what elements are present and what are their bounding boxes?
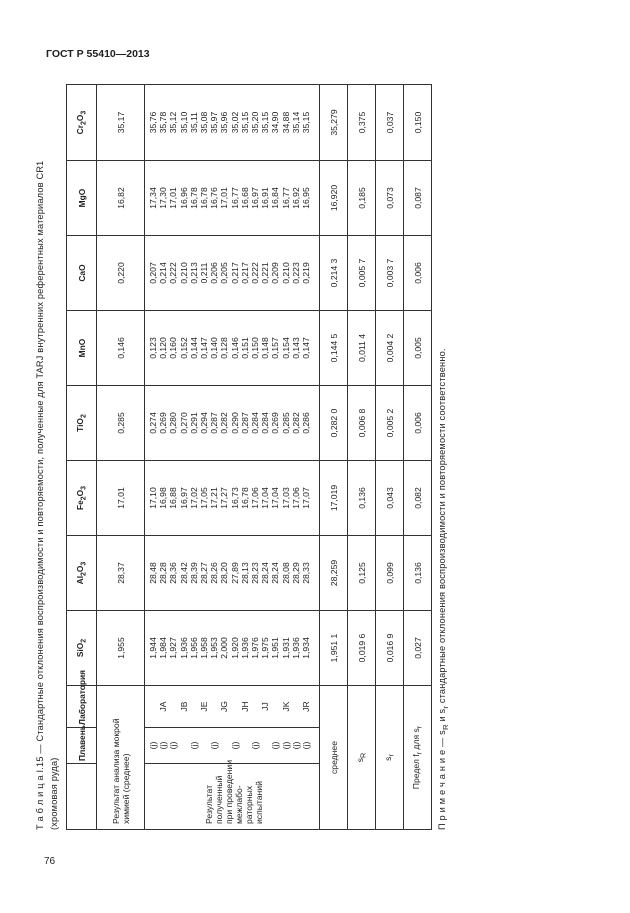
mgo-value: 16,78 [188,187,199,209]
sR-cr2o3: 0,375 [348,85,376,161]
sio2-value: 1,920 [229,637,240,659]
tio2-value: 0,282 [290,412,301,434]
header-lab: Лаборатория [67,686,97,728]
al2o3-value: 28,13 [239,562,250,584]
al2o3-value: 28,29 [290,562,301,584]
header-al2o3: $Al_2O_3$ [67,536,97,611]
wet-chem-al2o3: 28,37 [97,536,145,611]
sio2-value: 1,936 [178,637,189,659]
sio2-value: 1,956 [188,637,199,659]
lab-column: JA JB JE JG JH JJ JK JR [145,686,320,728]
wet-chem-cr2o3: 35,17 [97,85,145,161]
sr-row [376,85,404,830]
cr2o3-value: 35,08 [199,111,210,134]
header-sio2: SiO$_2$ [67,611,97,686]
cr2o3-value: 35,76 [148,111,158,134]
cr2o3-value: 35,14 [290,111,301,134]
mno-values [145,311,320,386]
al2o3-value: 28,36 [168,562,179,584]
tio2-value: 0,284 [250,412,261,434]
wet-chem-tio2: 0,285 [97,386,145,461]
mean-fe2o3: 17,019 [320,461,348,536]
cao-value: 0,207 [148,262,158,284]
sio2-value: 1,931 [280,637,291,659]
header-cr2o3: $Cr_2O_3$ [67,85,97,161]
cr2o3-value: 35,96 [219,111,230,134]
tio2-value: 0,274 [148,412,158,434]
fe2o3-value: 16,78 [239,487,250,509]
mgo-values [145,161,320,236]
sR-mno: 0,011 4 [348,311,376,386]
tio2-value: 0,284 [260,412,271,434]
sio2-value: 1,936 [290,637,301,659]
mno-value: 0,123 [148,337,158,359]
al2o3-value: 28,24 [260,562,271,584]
tio2-value: 0,286 [301,412,312,434]
sR-sio2: 0,019 6 [348,611,376,686]
al2o3-values [145,536,320,611]
cr2o3-value: 35,97 [209,111,220,134]
cao-value: 0,222 [168,262,179,284]
wet-chem-cao: 0,220 [97,236,145,311]
cao-values [145,236,320,311]
mgo-value: 16,76 [209,187,220,209]
interlab-results-row [145,85,320,830]
cao-value: 0,221 [260,262,271,284]
cao-value: 0,213 [188,262,199,284]
cao-value: 0,217 [239,262,250,284]
sio2-value: 1,953 [209,637,220,659]
cao-value: 0,223 [290,262,301,284]
mno-value: 0,147 [199,337,210,359]
mno-value: 0,120 [158,337,169,359]
limit-row [404,85,432,830]
mno-value: 0,152 [178,337,189,359]
fe2o3-value: 17,05 [199,487,210,509]
tio2-value: 0,269 [158,412,169,434]
mean-al2o3: 28,259 [320,536,348,611]
page-number: 76 [44,856,56,867]
sio2-value: 1,951 [270,637,281,659]
tio2-values [145,386,320,461]
fe2o3-value: 16,88 [168,487,179,509]
cr2o3-value: 35,02 [229,111,240,134]
al2o3-value: 28,42 [178,562,189,584]
mno-value: 0,144 [188,337,199,359]
wet-chem-sio2: 1,955 [97,611,145,686]
mgo-value: 16,77 [280,187,291,209]
cr2o3-value: 35,15 [260,111,271,134]
melt-column: (j) (j) (j) (j) (j) (j) (j) (j) (j) (j) (j) [145,728,320,764]
cr2o3-value: 35,11 [188,112,199,133]
mgo-value: 17,01 [219,187,230,209]
sio2-value: 1,984 [158,637,169,659]
limit-fe2o3: 0,082 [404,461,432,536]
al2o3-value: 28,26 [209,562,220,584]
fe2o3-values [145,461,320,536]
mno-value: 0,146 [229,337,240,359]
tio2-value: 0,287 [209,412,220,434]
document-header: ГОСТ Р 55410—2013 [46,48,150,60]
limit-mno: 0,005 [404,311,432,386]
sr-fe2o3: 0,043 [376,461,404,536]
sio2-value: 1,958 [199,637,210,659]
sr-cao: 0,003 7 [376,236,404,311]
al2o3-value: 28,33 [301,562,312,584]
mgo-value: 16,91 [260,187,271,209]
header-empty [67,764,97,830]
table-header-row [67,85,97,830]
fe2o3-value: 16,73 [229,487,240,509]
mean-cao: 0,214 3 [320,236,348,311]
sio2-value: 1,944 [148,637,158,659]
limit-mgo: 0,087 [404,161,432,236]
wet-chem-label: Результат анализа мокрой химией (среднее) [97,686,145,830]
mgo-value: 17,01 [168,187,179,209]
sio2-value: 1,927 [168,637,179,659]
wet-chem-fe2o3: 17,01 [97,461,145,536]
mgo-value: 16,68 [239,187,250,209]
header-melt: Плавень [67,728,97,764]
mgo-value: 16,97 [250,187,261,209]
sR-al2o3: 0,125 [348,536,376,611]
cao-value: 0,222 [250,262,261,284]
cr2o3-value: 35,20 [250,111,261,134]
mgo-value: 17,34 [148,187,158,209]
mean-cr2o3: 35,279 [320,85,348,161]
wet-chem-mgo: 16,82 [97,161,145,236]
fe2o3-value: 16,98 [158,487,169,509]
caption-line-1: Т а б л и ц а I.15 — Стандартные отклонения воспроизводимости и повторяемости, полученные для TARJ внутренних референтных материалов CR1 [35,160,45,830]
tio2-value: 0,294 [199,412,210,434]
mno-value: 0,147 [301,337,312,359]
header-mno: MnO [67,311,97,386]
mgo-value: 17,30 [158,187,169,209]
mgo-value: 16,96 [178,187,189,209]
mean-mgo: 16,920 [320,161,348,236]
al2o3-value: 28,23 [250,562,261,584]
fe2o3-value: 16,97 [178,487,189,509]
mean-row [320,85,348,830]
cr2o3-value: 34,90 [270,111,281,134]
al2o3-value: 28,20 [219,562,230,584]
al2o3-value: 28,48 [148,562,158,584]
mno-value: 0,148 [260,337,271,359]
limit-tio2: 0,006 [404,386,432,461]
rotated-page-content [30,75,630,845]
sr-cr2o3: 0,037 [376,85,404,161]
fe2o3-value: 17,03 [280,487,291,509]
sR-fe2o3: 0,136 [348,461,376,536]
cr2o3-value: 35,15 [239,111,250,134]
mno-value: 0,160 [168,337,179,359]
sr-tio2: 0,005 2 [376,386,404,461]
limit-label: Предел $f_r$ для $s_r$ [404,686,432,830]
fe2o3-value: 17,04 [270,487,281,509]
sio2-value: 1,975 [260,637,271,659]
sR-cao: 0,005 7 [348,236,376,311]
sio2-value: 2,000 [219,637,230,659]
cr2o3-value: 35,10 [178,111,189,134]
tio2-value: 0,282 [219,412,230,434]
mno-value: 0,154 [280,337,291,359]
mean-label: среднее [320,686,348,830]
sio2-values [145,611,320,686]
fe2o3-value: 17,27 [219,487,230,509]
cao-value: 0,209 [270,262,281,284]
results-table [66,84,432,830]
mno-value: 0,150 [250,337,261,359]
cr2o3-value: 34,88 [280,111,291,134]
sR-tio2: 0,006 8 [348,386,376,461]
cao-value: 0,219 [301,262,312,284]
sr-label: $s_r$ [376,686,404,830]
wet-chem-mno: 0,146 [97,311,145,386]
al2o3-value: 28,28 [158,562,169,584]
sio2-value: 1,976 [250,637,261,659]
al2o3-value: 28,08 [280,562,291,584]
limit-cr2o3: 0,150 [404,85,432,161]
mno-value: 0,151 [239,337,250,359]
interlab-label: Результат полученный при проведении межлабо- раторных испытаний [145,764,320,830]
cr2o3-values [145,85,320,161]
cao-value: 0,210 [280,262,291,284]
cr2o3-value: 35,78 [158,111,169,134]
tio2-value: 0,269 [270,412,281,434]
sr-mgo: 0,073 [376,161,404,236]
limit-al2o3: 0,136 [404,536,432,611]
cao-value: 0,211 [199,262,210,284]
table-note: П р и м е ч а н и е — $s_R$ и $s_r$ стандартные отклонения воспроизводимости и повторяемости соответственно. [437,348,450,830]
mean-mno: 0,144 5 [320,311,348,386]
cao-value: 0,205 [219,262,230,284]
mgo-value: 16,92 [290,187,301,209]
mgo-value: 16,77 [229,187,240,209]
tio2-value: 0,291 [188,412,199,434]
cr2o3-value: 35,15 [301,111,312,134]
fe2o3-value: 17,10 [148,487,158,509]
tio2-value: 0,287 [239,412,250,434]
al2o3-value: 27,89 [229,562,240,584]
mno-value: 0,143 [290,337,301,359]
sr-al2o3: 0,099 [376,536,404,611]
limit-sio2: 0,027 [404,611,432,686]
table-caption [33,80,61,830]
al2o3-value: 28,27 [199,562,210,584]
header-mgo: MgO [67,161,97,236]
caption-line-2: (хромовая руда) [49,757,59,830]
sio2-value: 1,936 [239,637,250,659]
tio2-value: 0,290 [229,412,240,434]
header-tio2: TiO$_2$ [67,386,97,461]
mgo-value: 16,84 [270,187,281,209]
mean-tio2: 0,282 0 [320,386,348,461]
fe2o3-value: 17,04 [260,487,271,509]
al2o3-value: 28,24 [270,562,281,584]
cao-value: 0,206 [209,262,220,284]
sr-mno: 0,004 2 [376,311,404,386]
sio2-value: 1,934 [301,637,312,659]
mno-value: 0,157 [270,337,281,359]
tio2-value: 0,285 [280,412,291,434]
fe2o3-value: 17,07 [301,487,312,509]
fe2o3-value: 17,06 [250,487,261,509]
mno-value: 0,140 [209,337,220,359]
mgo-value: 16,78 [199,187,210,209]
mean-sio2: 1,951 1 [320,611,348,686]
fe2o3-value: 17,02 [188,487,199,509]
limit-cao: 0,006 [404,236,432,311]
sR-row [348,85,376,830]
header-cao: CaO [67,236,97,311]
mno-value: 0,128 [219,337,230,359]
header-fe2o3: $Fe_2O_3$ [67,461,97,536]
sr-sio2: 0,016 9 [376,611,404,686]
mgo-value: 16,95 [301,187,312,209]
fe2o3-value: 17,06 [290,487,301,509]
al2o3-value: 28,39 [188,562,199,584]
wet-chem-row [97,85,145,830]
fe2o3-value: 17,21 [209,487,220,509]
cao-value: 0,214 [158,262,169,284]
cao-value: 0,210 [178,262,189,284]
tio2-value: 0,280 [168,412,179,434]
cao-value: 0,217 [229,262,240,284]
tio2-value: 0,270 [178,412,189,434]
cr2o3-value: 35,12 [168,111,179,134]
sR-mgo: 0,185 [348,161,376,236]
sR-label: $s_R$ [348,686,376,830]
